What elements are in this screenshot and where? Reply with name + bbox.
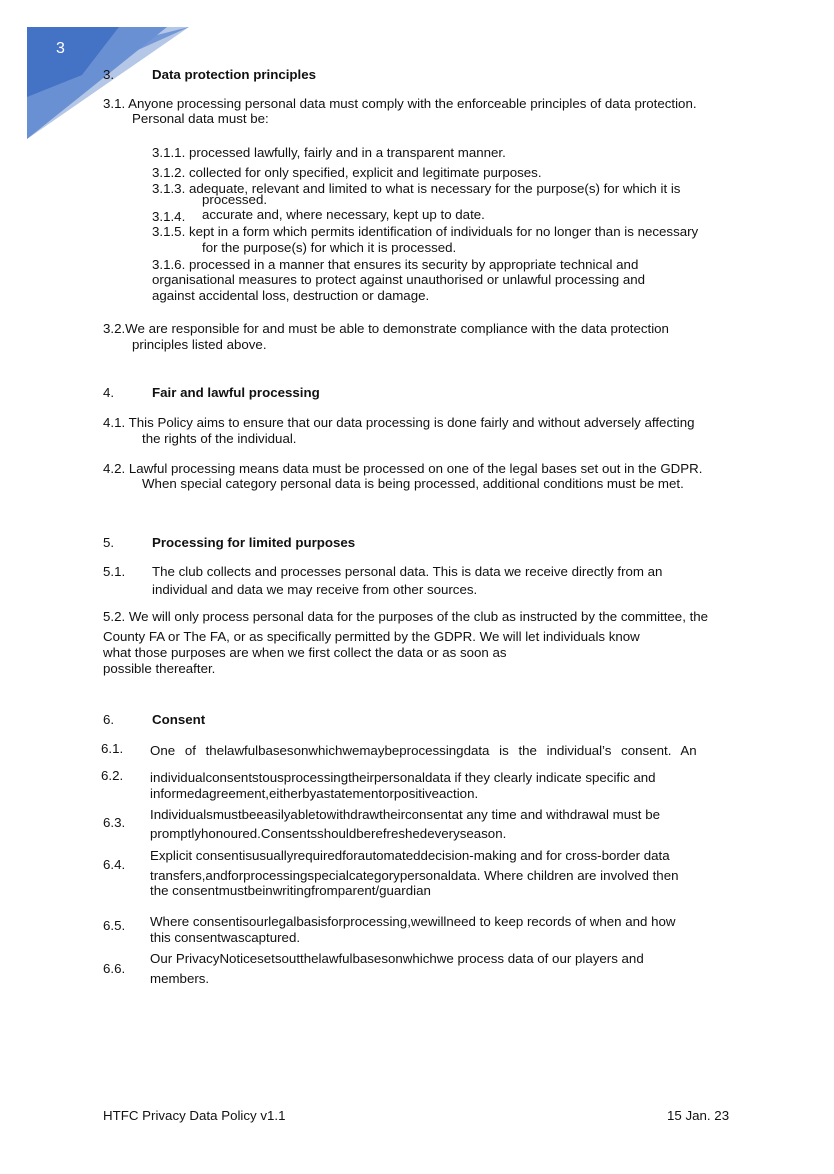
section-4-title: Fair and lawful processing [152, 385, 320, 400]
para-5-1-number: 5.1. [103, 564, 126, 579]
para-3-2-line2: principles listed above. [132, 337, 267, 352]
para-6-line9: Where consentisourlegalbasisforprocessing,wewillneed to keep records of when and how [150, 914, 676, 929]
para-4-1-line2: the rights of the individual. [142, 431, 297, 446]
section-5-number: 5. [103, 535, 115, 550]
para-5-2-line4: possible thereafter. [103, 661, 216, 676]
para-6-line3: informedagreement,eitherbyastatementorpositiveaction. [150, 786, 479, 801]
para-6-5-number: 6.5. [103, 918, 126, 933]
section-3-title: Data protection principles [152, 67, 317, 82]
section-5-title: Processing for limited purposes [152, 535, 356, 550]
para-4-2-line1: 4.2. Lawful processing means data must be processed on one of the legal bases set out in the GDPR. [103, 461, 703, 476]
para-6-2-number: 6.2. [101, 768, 124, 783]
para-6-6-number: 6.6. [103, 961, 126, 976]
para-4-2-line2: When special category personal data is being processed, additional conditions must be met. [142, 476, 684, 491]
page-number: 3 [56, 40, 65, 57]
item-3-1-6-line1: 3.1.6. processed in a manner that ensures its security by appropriate technical and [152, 257, 639, 272]
para-6-line10: this consentwascaptured. [150, 930, 301, 945]
para-3-2-line1: 3.2.We are responsible for and must be able to demonstrate compliance with the data protection [103, 321, 669, 336]
item-3-1-4-text: accurate and, where necessary, kept up to date. [202, 207, 485, 222]
item-3-1-6-line2: organisational measures to protect against unauthorised or unlawful processing and [152, 272, 646, 287]
item-3-1-3-line1: 3.1.3. adequate, relevant and limited to what is necessary for the purpose(s) for which it is [152, 181, 681, 196]
item-3-1-1: 3.1.1. processed lawfully, fairly and in a transparent manner. [152, 145, 506, 160]
para-6-1-number: 6.1. [101, 741, 124, 756]
item-3-1-2: 3.1.2. collected for only specified, explicit and legitimate purposes. [152, 165, 542, 180]
footer-title: HTFC Privacy Data Policy v1.1 [103, 1108, 286, 1123]
para-4-1-line1: 4.1. This Policy aims to ensure that our data processing is done fairly and without adversely affecting [103, 415, 695, 430]
item-3-1-3-line2: processed. [202, 192, 268, 207]
para-5-2-line1: 5.2. We will only process personal data for the purposes of the club as instructed by the committee, the [103, 609, 709, 624]
para-5-1-line1: The club collects and processes personal data. This is data we receive directly from an [152, 564, 663, 579]
para-6-line6: Explicit consentisusuallyrequiredforautomateddecision-making and for cross-border data [150, 848, 670, 863]
para-6-4-number: 6.4. [103, 857, 126, 872]
para-6-line7: transfers,andforprocessingspecialcategorypersonaldata. Where children are involved then [150, 868, 679, 883]
section-4-number: 4. [103, 385, 115, 400]
para-5-1-line2: individual and data we may receive from other sources. [152, 582, 478, 597]
para-6-line12: members. [150, 971, 210, 986]
para-6-line4: Individualsmustbeeasilyabletowithdrawtheirconsentat any time and withdrawal must be [150, 807, 660, 822]
para-6-line11: Our PrivacyNoticesetsoutthelawfulbasesonwhichwe process data of our players and [150, 951, 644, 966]
para-6-3-number: 6.3. [103, 815, 126, 830]
section-3-number: 3. [103, 67, 115, 82]
item-3-1-5-line1: 3.1.5. kept in a form which permits identification of individuals for no longer than is necessary [152, 224, 699, 239]
footer-date: 15 Jan. 23 [667, 1108, 730, 1123]
para-6-line8: the consentmustbeinwritingfromparent/guardian [150, 883, 431, 898]
para-5-2-line2: County FA or The FA, or as specifically permitted by the GDPR. We will let individuals know [103, 629, 640, 644]
para-3-1-line1: 3.1. Anyone processing personal data must comply with the enforceable principles of data protection. [103, 96, 697, 111]
item-3-1-5-line2: for the purpose(s) for which it is processed. [202, 240, 457, 255]
para-6-line5: promptlyhonoured.Consentsshouldberefreshedeveryseason. [150, 826, 507, 841]
para-3-1-line2: Personal data must be: [132, 111, 269, 126]
para-6-line1: One of thelawfulbasesonwhichwemaybeprocessingdata is the individual’s consent. An [150, 743, 697, 758]
para-6-line2: individualconsentstousprocessingtheirpersonaldata if they clearly indicate specific and [150, 770, 656, 785]
section-6-title: Consent [152, 712, 206, 727]
para-5-2-line3: what those purposes are when we first collect the data or as soon as [103, 645, 507, 660]
item-3-1-6-line3: against accidental loss, destruction or damage. [152, 288, 430, 303]
item-3-1-4-number: 3.1.4. [152, 209, 186, 224]
section-6-number: 6. [103, 712, 115, 727]
